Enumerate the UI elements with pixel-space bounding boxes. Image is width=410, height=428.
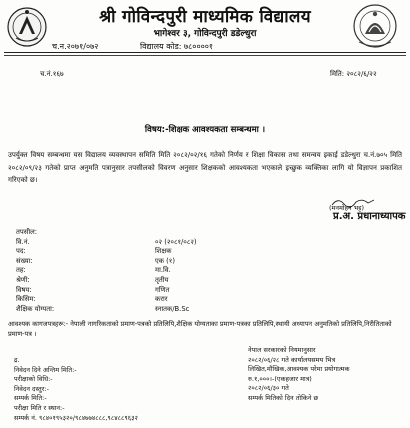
detail-value: तृतीय xyxy=(155,275,169,284)
detail-label: पद: xyxy=(16,247,26,256)
required-documents: आवश्यक कागजपत्रहरू:- नेपाली नागरिकताको प्रमाण-पत्रको प्रतिलिपि,शैक्षिक योग्यताका प्रमाण-पत्रका प्रतिलिपि,स्थायी अध्यापन अनुमतिको प्रतिलिपि,निरीतिताको प्रमाण-पत्र । xyxy=(8,320,392,338)
school-address: भागेश्वर ३, गोविन्दपुरी डडेल्धुरा xyxy=(153,29,257,39)
detail-value: ०२ (२०८१/०८२) xyxy=(155,237,197,246)
detail-label: किसिम: xyxy=(16,295,36,304)
footer-right-line: २०८२/०६/३० गते xyxy=(248,384,289,392)
footer-right-line: सम्पर्क मितिको दिन तोकिने छ xyxy=(248,393,319,402)
body-paragraph: उपर्युक्त विषय सम्बन्धमा यस विद्यालय व्यवस्थापन समिति मिति २०८२/०२/१६ गतेको निर्णय र शिक्षा विकास तथा समन्वय इकाई डडेल्धुरा च.नं.७०५ मिति २०८२/०९/२३ गतेको प्राप्त अनुमति पत्रानुसार तपसीलको विवरण अनुसार शिक्षकको आवश्यकता भएकाले इच्छुक व्यक्तिका लागि यो विज्ञापन प्रकाशित गरिएको छ। xyxy=(8,151,402,184)
detail-label: वि.नं. xyxy=(16,237,30,246)
reference-number: च.नं.१६७ xyxy=(40,70,64,78)
letter-subject: विषय:-शिक्षक आवश्यकता सम्बन्धमा । xyxy=(144,125,266,135)
footer-right-line: नेपाल सरकारको नियमानुसार xyxy=(248,346,316,354)
detail-label: शैक्षिक योग्यता: xyxy=(16,304,55,313)
signatory-title: प्र.अ. प्रधानाध्यापक xyxy=(333,211,406,222)
footer-right-line: लिखित,मौखिक,आवश्यक परेमा प्रयोगात्मक xyxy=(248,365,350,373)
detail-value: गणित xyxy=(155,285,170,294)
application-info-values xyxy=(248,345,350,402)
footer-left-line: सम्पर्क नं. ९८४०१९५३२०/९८४७७४८८८,९८४८८९६३२ xyxy=(14,413,138,422)
footer-left-line: द्र. xyxy=(14,356,20,364)
detail-label: श्रेणी: xyxy=(16,275,30,284)
year-reference: च.न.२०७१/०७२ xyxy=(52,42,99,51)
footer-left-line: सम्पर्क मिति:- xyxy=(14,394,47,403)
school-code: विद्यालय कोड: ७८००००१ xyxy=(140,42,214,51)
detail-label: विषय: xyxy=(16,285,32,294)
footer-left-line: निवेदन दस्तुर:- xyxy=(14,384,49,393)
school-name: श्री गोविन्दपुरी माध्यमिक विद्यालय xyxy=(99,7,311,27)
detail-value: स्नातक/B.Sc xyxy=(155,304,190,313)
header-divider-thin xyxy=(4,55,406,56)
header-divider xyxy=(4,52,406,53)
footer-left-line: परीक्षा मिति र स्थान:- xyxy=(14,403,65,412)
letter-date: मिति: २०८२/६/२२ xyxy=(330,70,377,78)
detail-value: एक (१) xyxy=(155,256,175,265)
application-info-labels xyxy=(14,355,138,422)
footer-left-line: निवेदन दिने अन्तिम मिति:- xyxy=(14,365,77,374)
detail-label: तपसील: xyxy=(16,228,37,236)
detail-value: शिक्षक xyxy=(155,247,172,256)
detail-label: तह: xyxy=(16,266,26,275)
signatory-name: (मनमोहन भट्ट) xyxy=(329,204,365,212)
detail-value: करार xyxy=(155,295,168,304)
footer-right-line: रु.१,०००।-(एकहजार मात्र) xyxy=(248,374,312,383)
detail-value: मा.वि. xyxy=(155,266,171,275)
detail-label: संख्या: xyxy=(16,256,33,265)
footer-left-line: परीक्षाको विधि:- xyxy=(14,375,53,384)
school-seal xyxy=(347,2,403,50)
footer-right-line: २०८२/०६/२८ गते कार्यालयसमय भित्र xyxy=(248,355,336,364)
